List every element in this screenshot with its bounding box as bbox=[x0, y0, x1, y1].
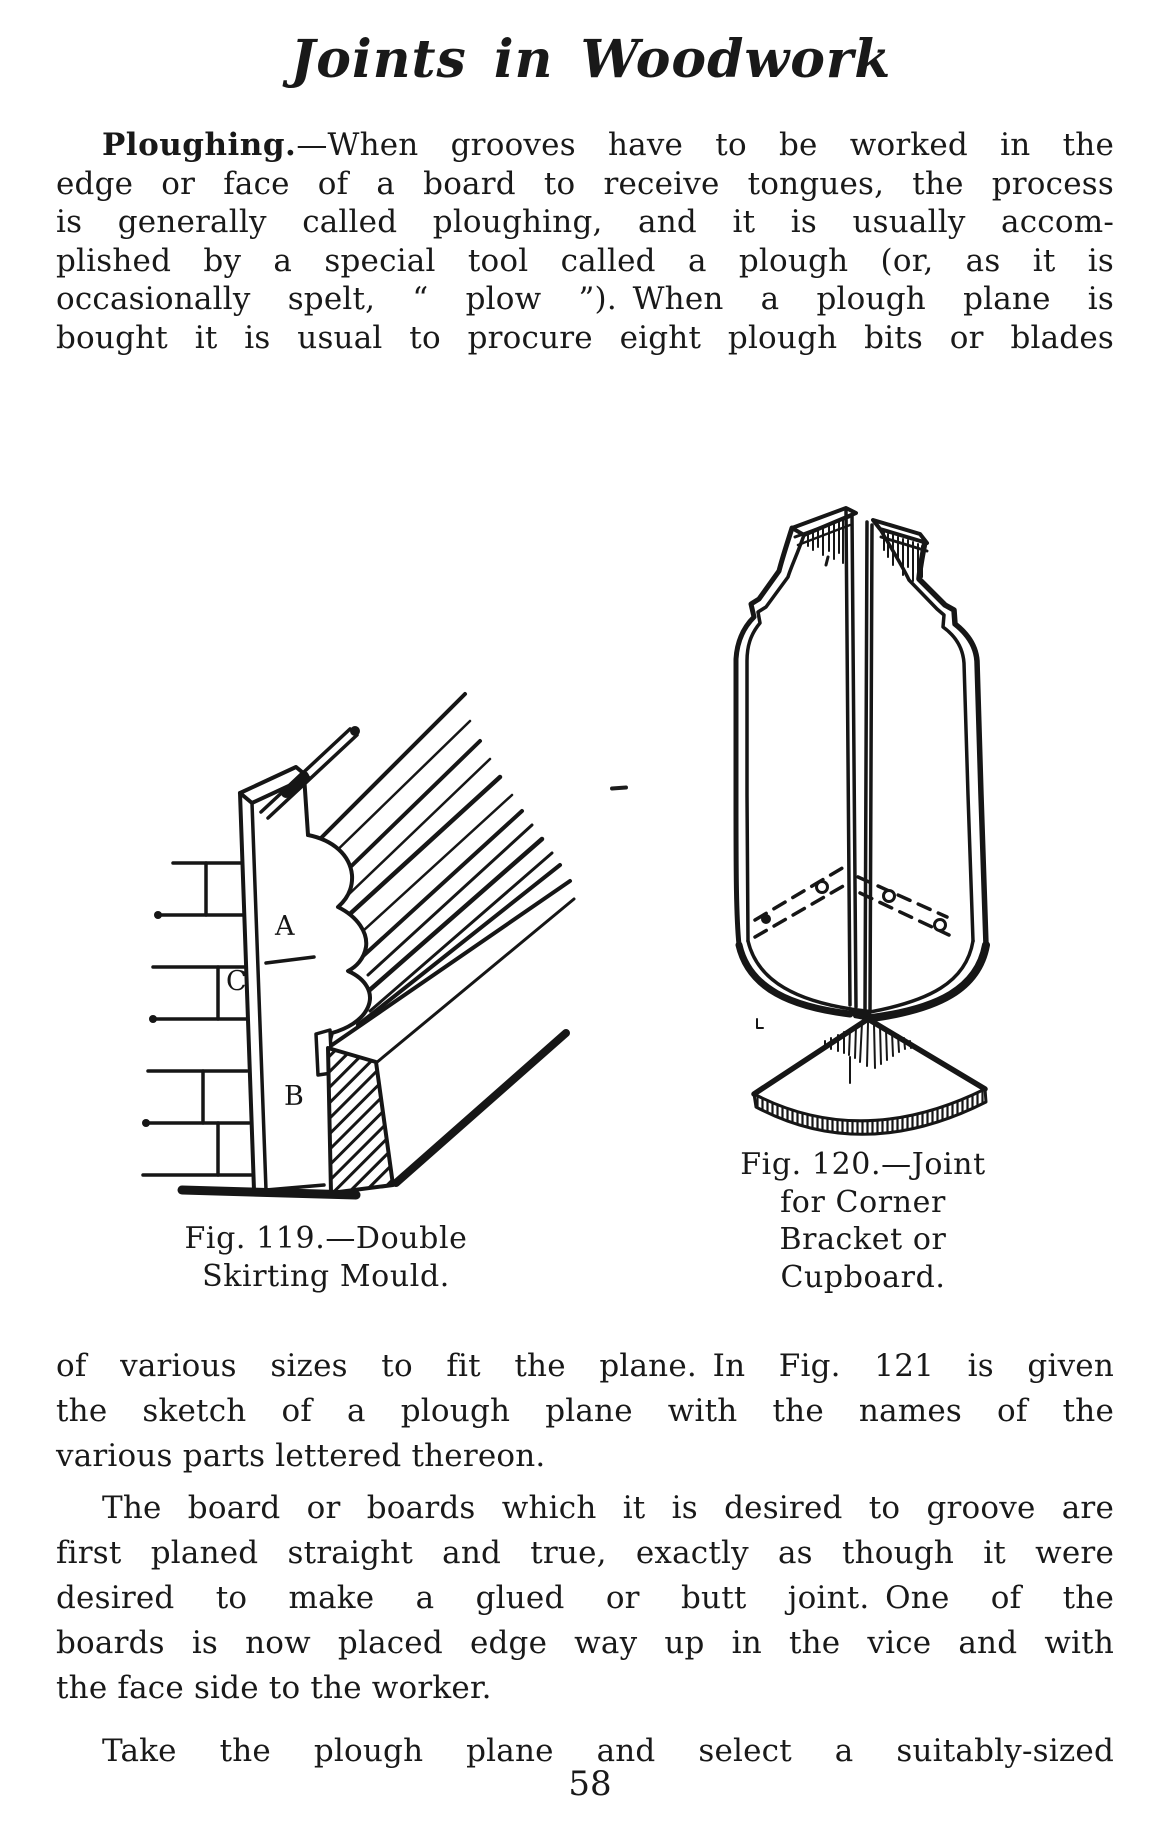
text-line: edge or face of a board to receive tongues, the process bbox=[56, 165, 1114, 202]
fig119-label-c: C bbox=[226, 966, 247, 997]
text-line: Take the plough plane and select a suitably-sized bbox=[102, 1733, 1114, 1769]
caption-line: Fig. 119.—Double bbox=[184, 1221, 468, 1256]
scan-stray-mark bbox=[610, 785, 628, 790]
text-line: The board or boards which it is desired to groove are bbox=[102, 1490, 1114, 1526]
fig119-drawing bbox=[118, 685, 578, 1215]
fig120-caption bbox=[663, 1146, 1063, 1296]
fig119-label-a: A bbox=[275, 911, 295, 942]
wall-hatching bbox=[142, 863, 251, 1175]
fig119-caption bbox=[126, 1220, 526, 1295]
fig120-illustration bbox=[700, 495, 1000, 1145]
text-line: bought it is usual to procure eight plough bits or blades bbox=[56, 319, 1114, 356]
text-line: various parts lettered thereon. bbox=[56, 1438, 546, 1474]
corner-boards bbox=[736, 508, 986, 1021]
paragraph-board-preparation bbox=[56, 1486, 1114, 1711]
text-line: is generally called ploughing, and it is usually accom- bbox=[56, 204, 1114, 241]
caption-line: Cupboard. bbox=[780, 1259, 946, 1295]
text-line: plished by a special tool called a plough (or, as it is bbox=[56, 242, 1114, 279]
fig119-illustration bbox=[118, 685, 578, 1215]
text-line: boards is now placed edge way up in the vice and with bbox=[56, 1625, 1114, 1661]
text-line-rest: —When grooves have to be worked in the bbox=[296, 127, 1114, 163]
page-number: 58 bbox=[568, 1764, 612, 1804]
paragraph-various-sizes bbox=[56, 1344, 1114, 1479]
text-line: the face side to the worker. bbox=[56, 1670, 492, 1706]
caption-line: Fig. 120.—Joint bbox=[740, 1147, 986, 1182]
text-line: of various sizes to fit the plane. In Fig. 121 is given bbox=[56, 1348, 1114, 1384]
fig120-drawing bbox=[700, 495, 1000, 1145]
page-title: Joints in Woodwork bbox=[290, 29, 892, 90]
caption-line: Bracket or bbox=[779, 1222, 947, 1258]
fig119-label-b: B bbox=[284, 1081, 304, 1112]
corner-shelf bbox=[754, 1019, 986, 1134]
tick-mark bbox=[757, 1019, 763, 1028]
text-line bbox=[56, 126, 1114, 165]
text-line: first planed straight and true, exactly as though it were bbox=[56, 1535, 1114, 1571]
text-line: desired to make a glued or butt joint. One of the bbox=[56, 1580, 1114, 1616]
text-line: the sketch of a plough plane with the names of the bbox=[56, 1393, 1114, 1429]
section-hatched-strip bbox=[328, 1048, 393, 1193]
caption-line: Skirting Mould. bbox=[202, 1258, 450, 1294]
text-line: occasionally spelt, “ plow ”). When a plough plane is bbox=[56, 281, 1114, 318]
paragraph-lead-word: Ploughing. bbox=[102, 127, 297, 163]
caption-line: for Corner bbox=[780, 1184, 946, 1220]
paragraph-ploughing bbox=[56, 126, 1114, 358]
